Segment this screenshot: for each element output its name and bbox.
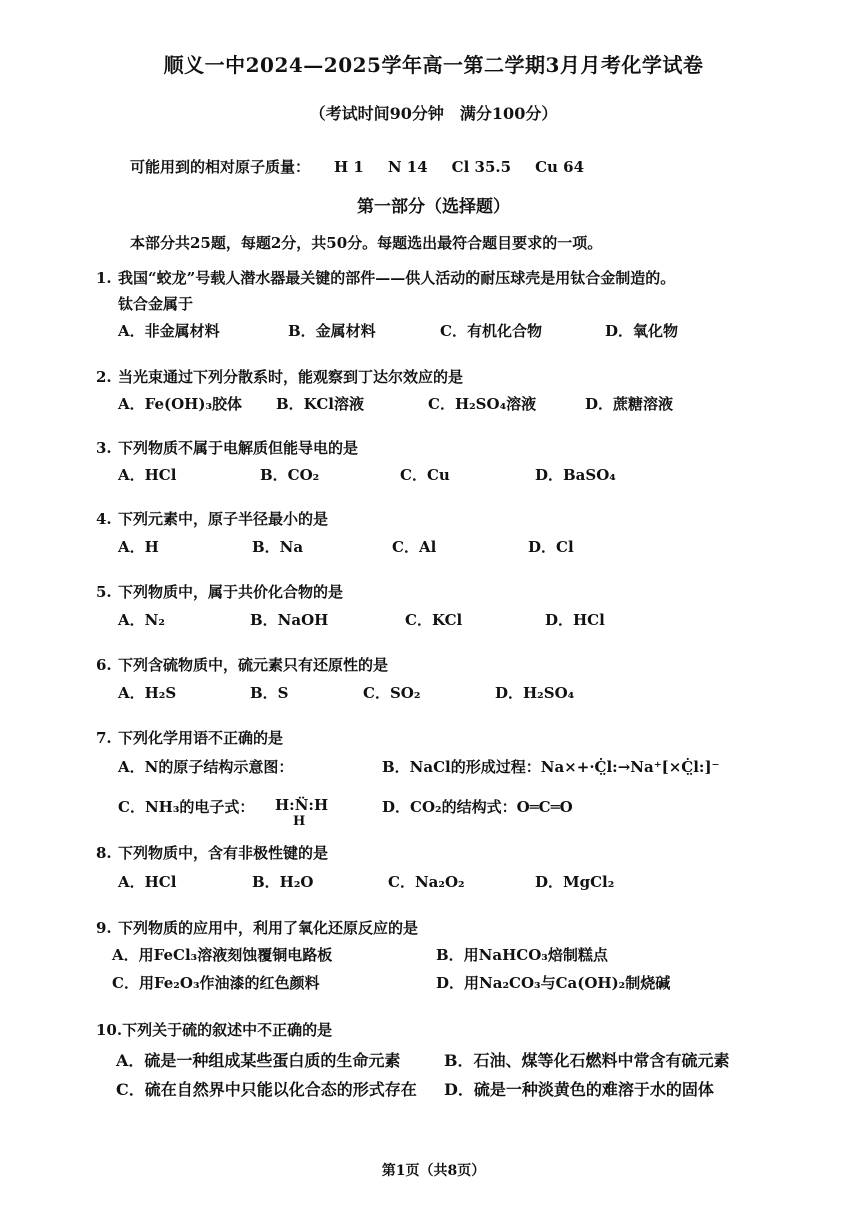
question-number: 4.: [96, 510, 112, 528]
question-text: 下列化学用语不正确的是: [118, 729, 284, 747]
question-10-option-a: A．硫是一种组成某些蛋白质的生命元素: [116, 1051, 401, 1070]
question-5-option-d: D．HCl: [545, 611, 605, 629]
question-4-option-d: D．Cl: [528, 538, 574, 556]
question-1-option-b: B．金属材料: [288, 322, 376, 340]
question-2-option-a: A．Fe(OH)₃胶体: [118, 395, 243, 413]
mass-n: N 14: [387, 158, 428, 176]
question-6-option-b: B．S: [250, 684, 289, 702]
question-text: 下列物质不属于电解质但能导电的是: [118, 439, 359, 457]
question-1-option-a: A．非金属材料: [118, 322, 220, 340]
question-2-option-b: B．KCl溶液: [276, 395, 364, 413]
section-title: 第一部分（选择题）: [357, 197, 510, 217]
question-3-option-a: A．HCl: [118, 466, 177, 484]
relative-atomic-masses: [130, 156, 584, 177]
question-7-option-b: B．NaCl的形成过程：Na×+·Ċ̤l:→Na⁺[×Ċ̤l:]⁻: [382, 758, 720, 776]
question-8-option-b: B．H₂O: [252, 873, 314, 891]
question-10-option-c: C．硫在自然界中只能以化合态的形式存在: [116, 1080, 417, 1099]
question-7-option-d: D．CO₂的结构式：O═C═O: [382, 798, 573, 816]
question-2-option-c: C．H₂SO₄溶液: [428, 395, 537, 413]
question-7-stem: [96, 727, 283, 748]
question-7-option-a: A．N的原子结构示意图：: [118, 758, 294, 776]
question-4-option-a: A．H: [118, 538, 159, 556]
question-1-option-d: D．氧化物: [605, 322, 679, 340]
question-text: 下列含硫物质中，硫元素只有还原性的是: [118, 656, 389, 674]
question-3-option-b: B．CO₂: [260, 466, 320, 484]
question-text: 当光束通过下列分散系时，能观察到丁达尔效应的是: [118, 368, 464, 386]
question-text: 下列物质中，属于共价化合物的是: [118, 583, 344, 601]
question-9-stem: [96, 917, 418, 938]
page-footer: 第1页（共8页）: [381, 1163, 486, 1179]
question-10-option-b: B．石油、煤等化石燃料中常含有硫元素: [444, 1051, 730, 1070]
question-3-option-d: D．BaSO₄: [535, 466, 616, 484]
mass-cu: Cu 64: [535, 158, 585, 176]
question-5-stem: [96, 581, 343, 602]
question-number: 5.: [96, 583, 112, 601]
question-9-option-c: C．用Fe₂O₃作油漆的红色颜料: [112, 974, 320, 992]
question-9-option-a: A．用FeCl₃溶液刻蚀覆铜电路板: [112, 946, 333, 964]
question-10-stem: [96, 1019, 332, 1040]
question-1-option-c: C．有机化合物: [440, 322, 542, 340]
question-6-option-c: C．SO₂: [363, 684, 421, 702]
question-number: 7.: [96, 729, 112, 747]
question-7-option-c: C．NH₃的电子式：: [118, 798, 255, 816]
question-8-option-d: D．MgCl₂: [535, 873, 615, 891]
question-number: 2.: [96, 368, 112, 386]
question-6-stem: [96, 654, 388, 675]
question-number: 9.: [96, 919, 112, 937]
question-9-option-b: B．用NaHCO₃焙制糕点: [436, 946, 608, 964]
question-text: 我国“蛟龙”号载人潜水器最关键的部件——供人活动的耐压球壳是用钛合金制造的。: [118, 269, 676, 287]
question-4-option-c: C．Al: [392, 538, 437, 556]
question-3-stem: [96, 437, 358, 458]
question-4-stem: [96, 508, 328, 529]
mass-cl: Cl 35.5: [451, 158, 512, 176]
question-10-option-d: D．硫是一种淡黄色的难溶于水的固体: [444, 1080, 714, 1099]
question-text: 下列物质中，含有非极性键的是: [118, 844, 329, 862]
question-text: 下列关于硫的叙述中不正确的是: [122, 1021, 333, 1039]
question-8-stem: [96, 842, 328, 863]
nh3-electron-formula: H:N̈:H: [275, 796, 329, 814]
question-4-option-b: B．Na: [252, 538, 304, 556]
question-number: 8.: [96, 844, 112, 862]
question-1-stem: [96, 267, 675, 288]
question-5-option-c: C．KCl: [405, 611, 463, 629]
mass-h: H 1: [334, 158, 364, 176]
question-text: 下列元素中，原子半径最小的是: [118, 510, 329, 528]
masses-label: 可能用到的相对原子质量：: [130, 158, 311, 176]
section-intro: 本部分共25题，每题2分，共50分。每题选出最符合题目要求的一项。: [130, 234, 603, 252]
question-number: 6.: [96, 656, 112, 674]
question-5-option-a: A．N₂: [118, 611, 165, 629]
question-6-option-d: D．H₂SO₄: [495, 684, 575, 702]
question-6-option-a: A．H₂S: [118, 684, 177, 702]
question-1-stem-line2: 钛合金属于: [118, 295, 194, 313]
question-3-option-c: C．Cu: [400, 466, 450, 484]
question-8-option-c: C．Na₂O₂: [388, 873, 465, 891]
question-9-option-d: D．用Na₂CO₃与Ca(OH)₂制烧碱: [436, 974, 671, 992]
exam-subtitle: （考试时间90分钟 满分100分）: [309, 104, 558, 123]
question-2-stem: [96, 366, 463, 387]
question-2-option-d: D．蔗糖溶液: [585, 395, 674, 413]
question-number: 10.: [96, 1021, 123, 1039]
nh3-bottom-hydrogen: H: [293, 814, 306, 829]
exam-title: 顺义一中2024—2025学年高一第二学期3月月考化学试卷: [163, 53, 704, 77]
question-number: 1.: [96, 269, 112, 287]
question-5-option-b: B．NaOH: [250, 611, 329, 629]
question-8-option-a: A．HCl: [118, 873, 177, 891]
question-number: 3.: [96, 439, 112, 457]
question-text: 下列物质的应用中，利用了氧化还原反应的是: [118, 919, 419, 937]
